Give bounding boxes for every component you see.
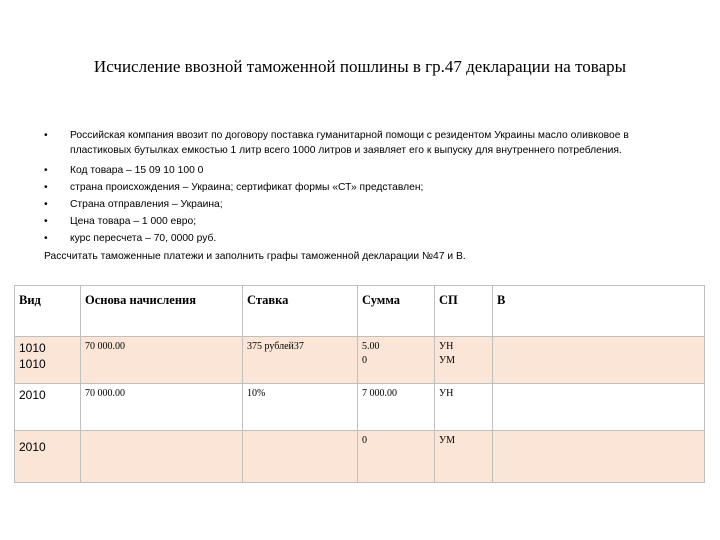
task-item-text: Код товара – 15 09 10 100 0 xyxy=(70,165,204,176)
cell-vid: 2010 xyxy=(15,431,81,483)
cell-stavka: 10% xyxy=(243,384,358,431)
cell-sp: УН xyxy=(435,384,493,431)
task-instruction: Рассчитать таможенные платежи и заполнить графы таможенной декларации №47 и В. xyxy=(44,251,466,262)
task-item-text: Страна отправления – Украина; xyxy=(70,199,223,210)
header-osnova: Основа начисления xyxy=(81,286,243,337)
cell-osnova: 70 000.00 xyxy=(81,337,243,384)
cell-sp: УН УМ xyxy=(435,337,493,384)
task-bullet xyxy=(44,213,684,230)
task-bullet xyxy=(44,129,684,158)
table-header-row xyxy=(15,286,705,337)
table-row xyxy=(15,384,705,431)
task-bullet xyxy=(44,179,684,196)
cell-vid: 1010 1010 xyxy=(15,337,81,384)
cell-summa: 0 xyxy=(358,431,435,483)
bullet-icon: • xyxy=(44,233,48,244)
cell-osnova: 70 000.00 xyxy=(81,384,243,431)
cell-vid: 2010 xyxy=(15,384,81,431)
task-description xyxy=(44,129,684,265)
task-item-text: страна происхождения – Украина; сертификат формы «СТ» представлен; xyxy=(70,182,424,193)
slide-title: Исчисление ввозной таможенной пошлины в гр.47 декларации на товары xyxy=(93,57,627,76)
header-summa: Сумма xyxy=(358,286,435,337)
cell-stavka xyxy=(243,431,358,483)
cell-stavka: 375 рублей37 xyxy=(243,337,358,384)
cell-sp: УМ xyxy=(435,431,493,483)
bullet-icon: • xyxy=(44,130,48,141)
header-vid: Вид xyxy=(15,286,81,337)
cell-summa: 5.00 0 xyxy=(358,337,435,384)
task-bullet xyxy=(44,230,684,247)
bullet-icon: • xyxy=(44,165,48,176)
task-item-text: Цена товара – 1 000 евро; xyxy=(70,216,197,227)
header-v: В xyxy=(493,286,705,337)
task-item-text: курс пересчета – 70, 0000 руб. xyxy=(70,233,217,244)
customs-payments-table xyxy=(14,285,705,483)
bullet-icon: • xyxy=(44,216,48,227)
bullet-icon: • xyxy=(44,182,48,193)
bullet-icon: • xyxy=(44,199,48,210)
task-bullet xyxy=(44,162,684,179)
task-bullet xyxy=(44,196,684,213)
header-stavka: Ставка xyxy=(243,286,358,337)
table-row xyxy=(15,431,705,483)
header-sp: СП xyxy=(435,286,493,337)
task-item-text: Российская компания ввозит по договору поставка гуманитарной помощи с резидентом Украины масло оливковое в пластиковых бутылках емкостью 1 литр всего 1000 литров и заявляет его к выпуску для внутреннего потребления. xyxy=(70,130,629,156)
cell-osnova xyxy=(81,431,243,483)
cell-summa: 7 000.00 xyxy=(358,384,435,431)
cell-v xyxy=(493,431,705,483)
cell-v xyxy=(493,337,705,384)
table-row xyxy=(15,337,705,384)
cell-v xyxy=(493,384,705,431)
